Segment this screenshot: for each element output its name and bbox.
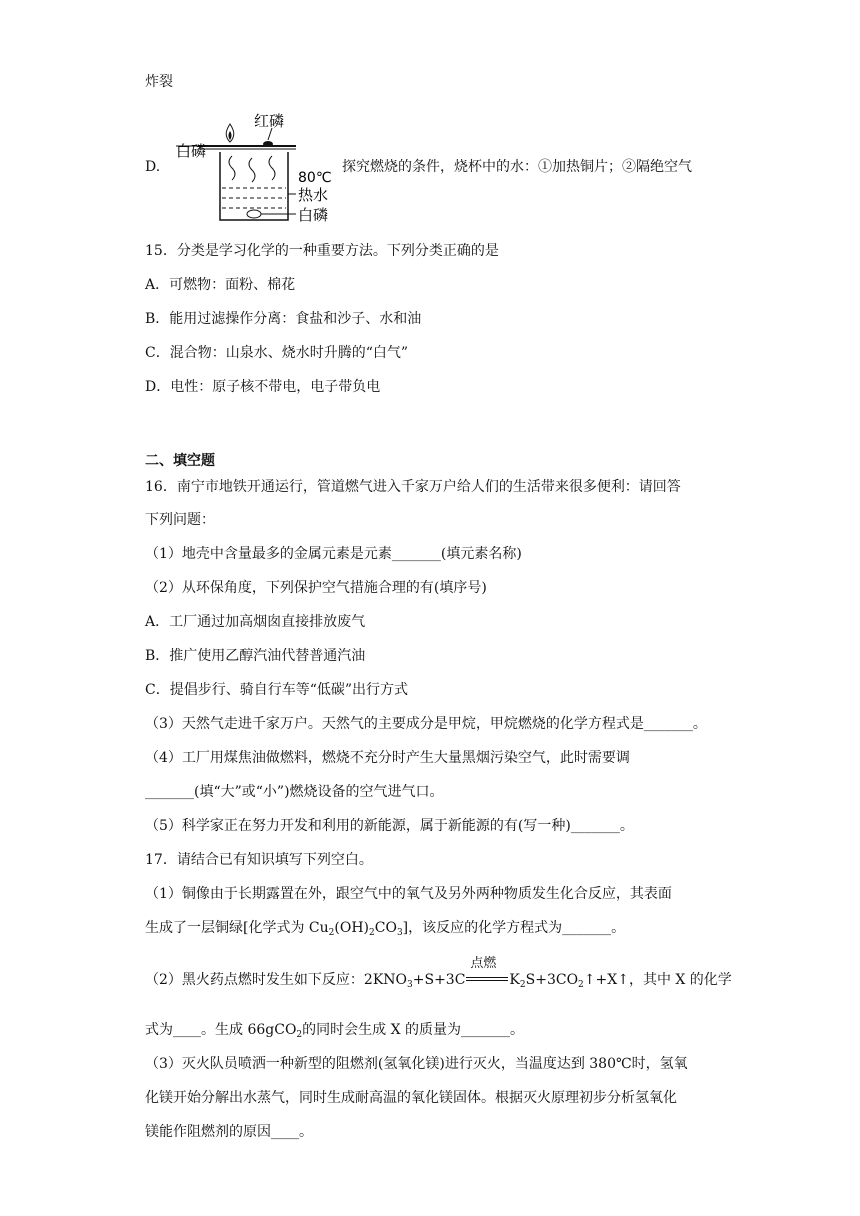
q16-part2: （2）从环保角度，下列保护空气措施合理的有(填序号) xyxy=(145,580,487,596)
q17-part2-line2: 式为____。生成 66gCO$_2$的同时会生成 X 的质量为_______。 xyxy=(145,1022,525,1040)
q16-stem-line1: 16．南宁市地铁开通运行，管道燃气进入千家万户给人们的生活带来很多便利：请回答 xyxy=(145,479,681,495)
q16-part1: （1）地壳中含量最多的金属元素是元素_______(填元素名称) xyxy=(145,546,522,562)
label-temperature: 80℃ xyxy=(298,170,332,186)
q17-part1-line2: 生成了一层铜绿[化学式为 $Cu_2(OH)_2CO_3$]，该反应的化学方程式为_______。 xyxy=(145,920,626,938)
q16-part5: （5）科学家正在努力开发和利用的新能源，属于新能源的有(写一种)_______。 xyxy=(145,818,634,834)
q16-option-a: A．工厂通过加高烟囱直接排放废气 xyxy=(145,614,366,630)
q17-part3-line2: 化镁开始分解出水蒸气，同时生成耐高温的氧化镁固体。根据灭火原理初步分析氢氧化 xyxy=(145,1090,677,1106)
reaction-condition-arrow xyxy=(466,956,508,990)
q16-option-c: C．提倡步行、骑自行车等“低碳”出行方式 xyxy=(145,682,409,698)
q16-part3: （3）天然气走进千家万户。天然气的主要成分是甲烷，甲烷燃烧的化学方程式是_______。 xyxy=(145,716,707,732)
q16-part4-line1: （4）工厂用煤焦油做燃料，燃烧不充分时产生大量黑烟污染空气，此时需要调 xyxy=(145,750,630,766)
ignite-condition: 点燃 xyxy=(470,956,497,971)
combustion-experiment-figure xyxy=(168,108,340,228)
q17-part3-line1: （3）灭火队员喷洒一种新型的阻燃剂(氢氧化镁)进行灭火，当温度达到 380℃时，氢氧 xyxy=(145,1056,688,1072)
label-red-phosphorus: 红磷 xyxy=(254,112,285,130)
q14-option-d-label: D. xyxy=(145,159,161,175)
q17-part3-line3: 镁能作阻燃剂的原因____。 xyxy=(145,1124,313,1140)
q15-option-d: D．电性：原子核不带电，电子带负电 xyxy=(145,379,381,395)
q16-part4-line2: _______(填“大”或“小”)燃烧设备的空气进气口。 xyxy=(145,784,444,800)
q15-option-c: C．混合物：山泉水、烧水时升腾的“白气” xyxy=(145,345,409,361)
q16-stem-line2: 下列问题： xyxy=(145,512,215,528)
q17-stem: 17．请结合已有知识填写下列空白。 xyxy=(145,852,373,868)
q16-option-b: B．推广使用乙醇汽油代替普通汽油 xyxy=(145,648,366,664)
label-hot-water: 热水 xyxy=(298,186,329,204)
q17-part1-line1: （1）铜像由于长期露置在外，跟空气中的氧气及另外两种物质发生化合反应，其表面 xyxy=(145,886,672,902)
label-white-phosphorus-bottom: 白磷 xyxy=(298,206,329,224)
section-heading: 二、填空题 xyxy=(145,453,215,469)
q15-option-b: B．能用过滤操作分离：食盐和沙子、水和油 xyxy=(145,311,422,327)
q15-option-a: A．可燃物：面粉、棉花 xyxy=(145,277,296,293)
q15-stem: 15．分类是学习化学的一种重要方法。下列分类正确的是 xyxy=(145,243,499,259)
q14-option-d-text: 探究燃烧的条件，烧杯中的水：①加热铜片；②隔绝空气 xyxy=(342,159,692,175)
top-fragment: 炸裂 xyxy=(145,74,173,90)
q17-part2-line1: （2）黑火药点燃时发生如下反应：$2KNO_3+S+3C$ 点燃 $K_2S+3CO_2↑+X↑$，其中 X 的化学 xyxy=(145,956,732,990)
label-white-phosphorus-left: 白磷 xyxy=(176,142,207,160)
